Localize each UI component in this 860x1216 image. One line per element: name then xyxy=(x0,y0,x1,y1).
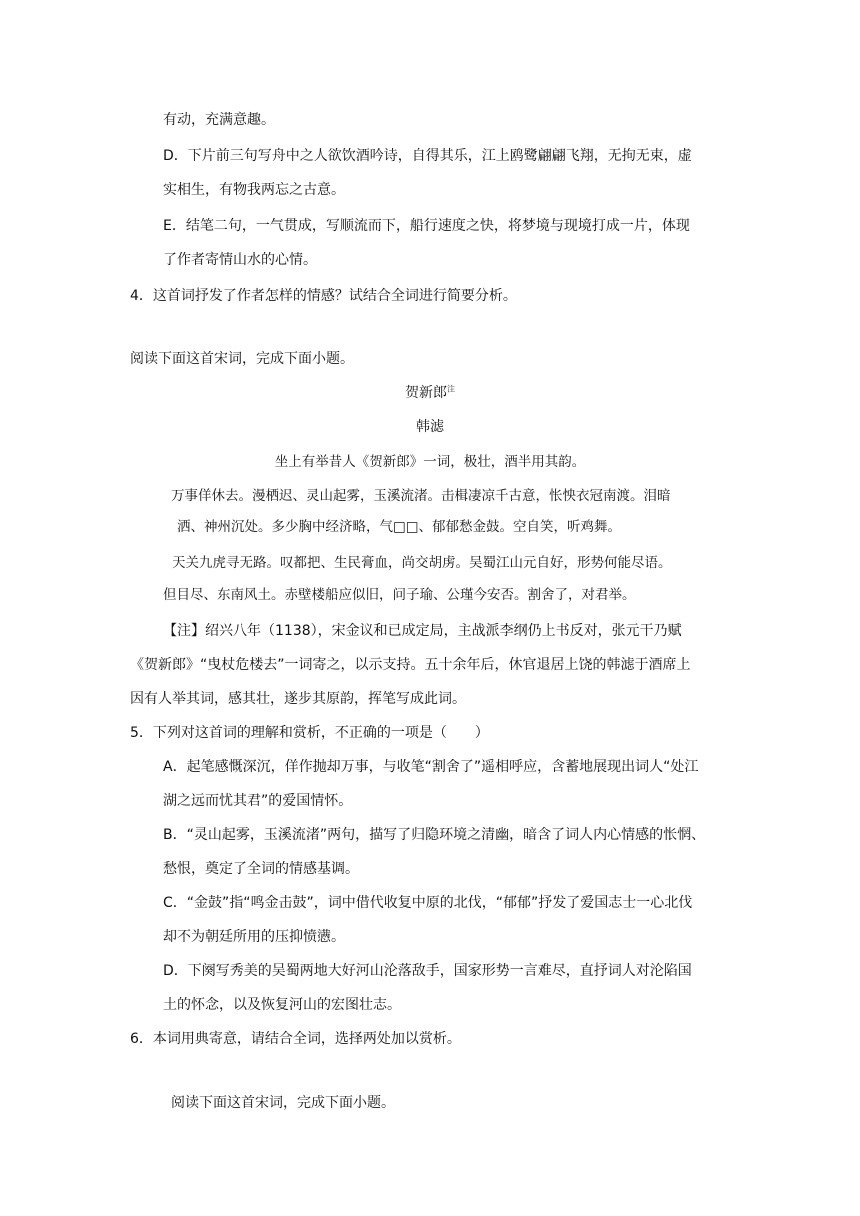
poem-author: 韩滤 xyxy=(416,419,444,435)
option-e-line: 了作者寄情山水的心情。 xyxy=(163,252,317,268)
option-a-line: A．起笔感慨深沉，佯作抛却万事，与收笔“割舍了”遥相呼应，含蓄地展现出词人“处江 xyxy=(163,759,699,775)
option-a-line: 湖之远而忧其君”的爱国情怀。 xyxy=(163,793,353,809)
question-4: 4．这首词抒发了作者怎样的情感？试结合全词进行简要分析。 xyxy=(130,288,517,304)
reading-instruction: 阅读下面这首宋词，完成下面小题。 xyxy=(171,1095,395,1111)
option-b-line: B．“灵山起雾，玉溪流渚”两句，描写了归隐环境之清幽，暗含了词人内心情感的怅惘、 xyxy=(163,827,706,843)
poem-note-line: 【注】绍兴八年（1138），宋金议和已成定局，主战派李纲仍上书反对，张元干乃赋 xyxy=(163,623,682,639)
option-b-line: 愁恨，奠定了全词的情感基调。 xyxy=(163,861,359,877)
poem-line: 万事佯休去。漫栖迟、灵山起雾，玉溪流渚。击楫凄凉千古意，怅怏衣冠南渡。泪暗 xyxy=(171,488,671,504)
poem-note-line: 《贺新郎》“曳杖危楼去”一词寄之，以示支持。五十余年后，休官退居上饶的韩滤于酒席上 xyxy=(130,657,691,673)
option-d-line: D．下片前三句写舟中之人欲饮酒吟诗，自得其乐，江上鸥鹭翩翩飞翔，无拘无束，虚 xyxy=(163,148,692,164)
question-5: 5．下列对这首词的理解和赏析，不正确的一项是（ ） xyxy=(130,725,489,741)
poem-note-line: 因有人举其词，感其壮，遂步其原韵，挥笔写成此词。 xyxy=(130,691,466,707)
option-c-line: C．“金鼓”指“鸣金击鼓”，词中借代收复中原的北伐，“郁郁”抒发了爱国志士一心北伐 xyxy=(163,895,693,911)
option-c-continuation: 有动，充满意趣。 xyxy=(163,112,275,128)
option-d-line: D．下阕写秀美的吴蜀两地大好河山沦落敌手，国家形势一言难尽，直抒词人对沦陷国 xyxy=(163,963,692,979)
poem-title xyxy=(0,383,860,403)
poem-title-note-mark: 注 xyxy=(447,384,455,394)
poem-title-text: 贺新郎 xyxy=(405,385,447,401)
option-c-line: 却不为朝廷所用的压抑愤懑。 xyxy=(163,929,345,945)
poem-line: 但目尽、东南风土。赤壁楼船应似旧，问子瑜、公瑾今安否。割舍了，对君举。 xyxy=(163,587,636,603)
option-e-line: E．结笔二句，一气贯成，写顺流而下，船行速度之快，将梦境与现境打成一片，体现 xyxy=(163,218,690,234)
option-d-line: 土的怀念，以及恢复河山的宏图壮志。 xyxy=(163,997,401,1013)
option-d-line: 实相生，有物我两忘之古意。 xyxy=(163,182,345,198)
poem-line: 天关九虎寻无路。叹都把、生民膏血，尚交胡虏。吴蜀江山元自好，形势何能尽语。 xyxy=(172,555,672,571)
poem-preface: 坐上有举昔人《贺新郎》一词，极壮，酒半用其韵。 xyxy=(274,454,586,470)
poem-line: 洒、神州沉处。多少胸中经济略，气□□、郁郁愁金鼓。空自笑，听鸡舞。 xyxy=(177,519,622,535)
reading-instruction: 阅读下面这首宋词，完成下面小题。 xyxy=(130,351,354,367)
question-6: 6．本词用典寄意，请结合全词，选择两处加以赏析。 xyxy=(130,1031,461,1047)
